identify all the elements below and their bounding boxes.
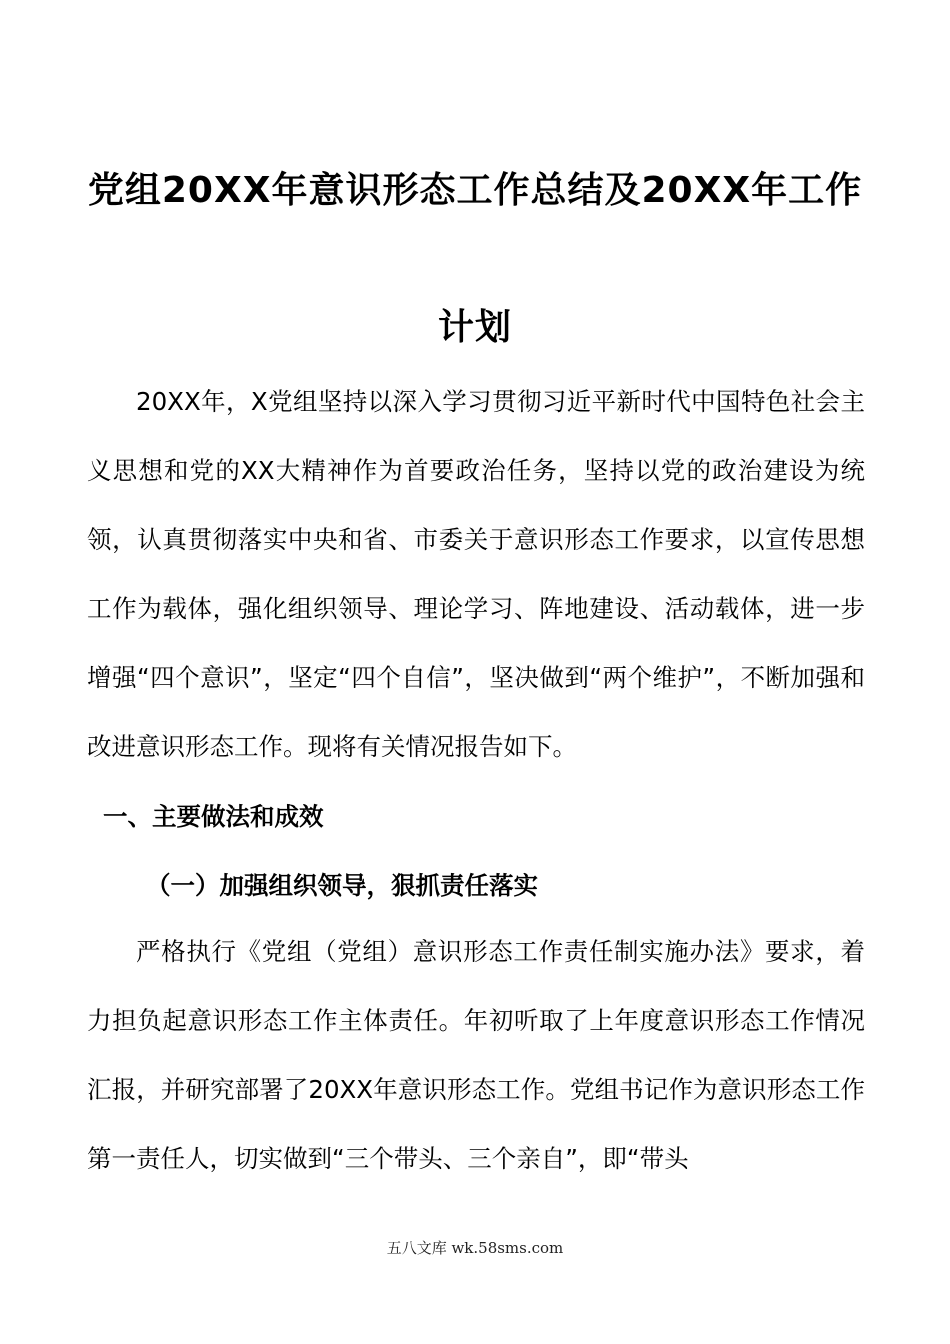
document-title-line-1: 党组20XX年意识形态工作总结及20XX年工作	[87, 170, 863, 212]
subsection-heading: （一）加强组织领导，狠抓责任落实	[146, 871, 538, 900]
intro-paragraph: 20XX年，X党组坚持以深入学习贯彻习近平新时代中国特色社会主义思想和党的XX大精神作为首要政治任务，坚持以党的政治建设为统领，认真贯彻落实中央和省、市委关于意识形态工作要求，以宣传思想工作为载体，强化组织领导、理论学习、阵地建设、活动载体，进一步增强“四个意识”，坚定“四个自信”，坚决做到“两个维护”，不断加强和改进意识形态工作。现将有关情况报告如下。	[87, 387, 865, 761]
section-heading: 一、主要做法和成效	[103, 802, 324, 831]
document-title-line-2: 计划	[437, 307, 512, 349]
body-paragraph: 严格执行《党组（党组）意识形态工作责任制实施办法》要求，着力担负起意识形态工作主体责任。年初听取了上年度意识形态工作情况汇报，并研究部署了20XX年意识形态工作。党组书记作为意识形态工作第一责任人，切实做到“三个带头、三个亲自”，即“带头	[87, 937, 865, 1173]
footer-watermark: 五八文库 wk.58sms.com	[386, 1239, 564, 1257]
